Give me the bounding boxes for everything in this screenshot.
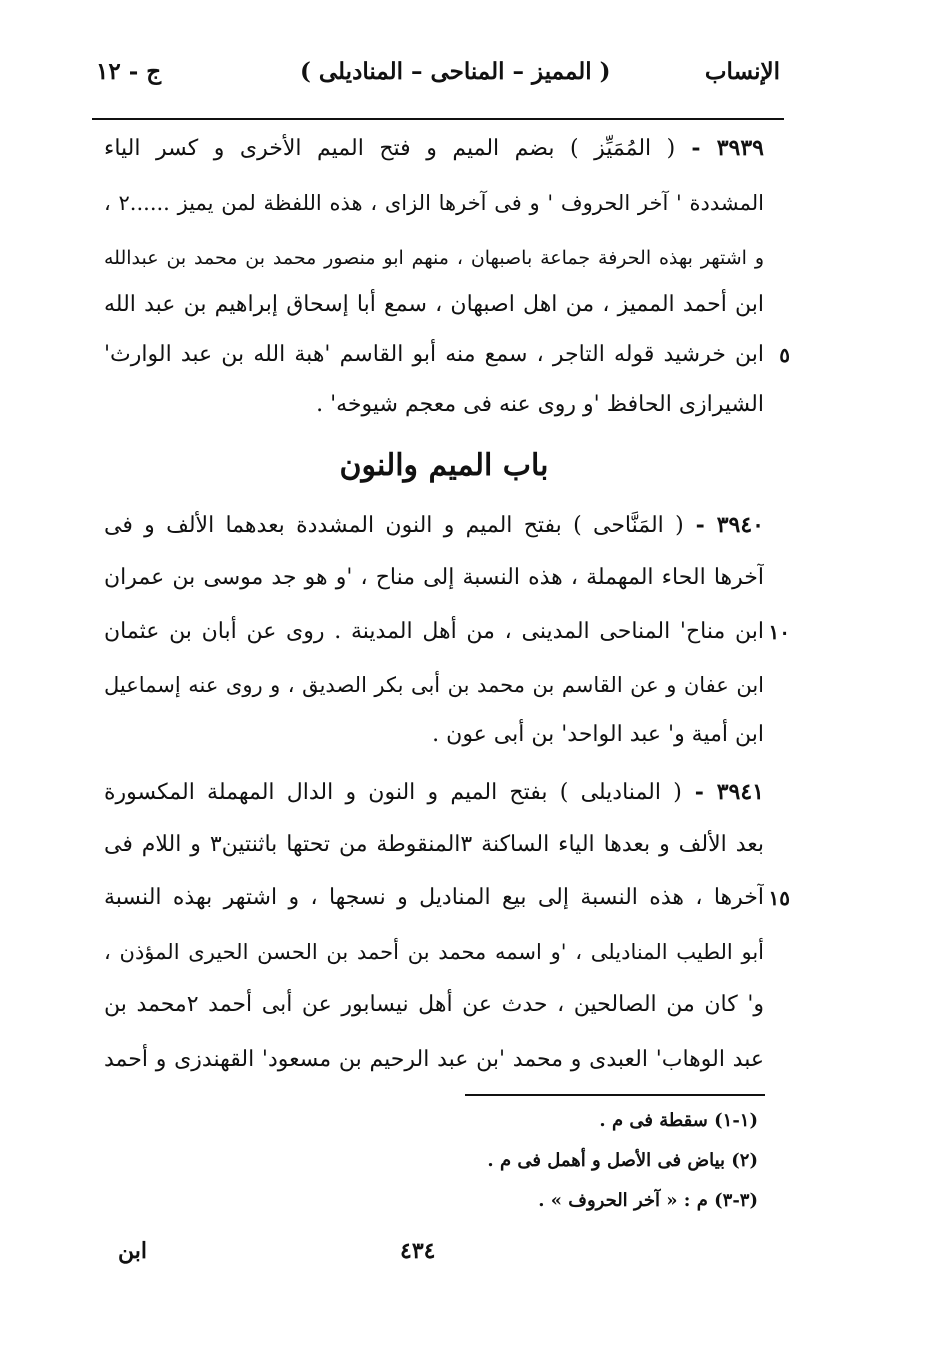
entry-3941-line-1: ٣٩٤١ - ( المناديلى ) بفتح الميم و النون و الدال المهملة المكسورة (104, 779, 764, 805)
entry-3941-line-5: و' كان من الصالحين ، حدث عن أهل نيسابور عن أبى أحمد ٢محمد بن (104, 992, 764, 1017)
entry-3939-line-2: المشددة ' آخر الحروف ' و فى آخرها الزاى ، هذه اللفظة لمن يميز ......٢ ، (104, 191, 764, 215)
footnote-rule (465, 1094, 765, 1096)
line-number: ١٠ (768, 620, 790, 644)
entry-3939-line-3: و اشتهر بهذه الحرفة جماعة باصبهان ، منهم ابو منصور محمد بن محمد بن عبدالله (104, 247, 764, 269)
footnote-1: (١-١) سقطة فى م . (599, 1110, 758, 1131)
entry-number: ٣٩٤١ - (681, 779, 764, 805)
header-rule (92, 118, 784, 120)
entry-3941-line-6: عبد الوهاب' العبدى و محمد 'بن عبد الرحيم بن مسعود' القهندزى و أحمد (104, 1047, 764, 1072)
page-number: ٤٣٤ (400, 1238, 436, 1264)
entry-3940-line-4: ابن عفان و عن القاسم بن محمد بن أبى بكر الصديق ، و روى عنه إسماعيل (104, 673, 764, 697)
entry-3940-line-3: ابن مناح' المناحى المدينى ، من أهل المدينة . روى عن أبان بن عثمان (104, 619, 764, 644)
footnote-2: (٢) بياض فى الأصل و أهمل فى م . (487, 1150, 758, 1171)
entry-3940-line-2: آخرها الحاء المهملة ، هذه النسبة إلى مناح ، 'و هو جد موسى بن عمران (104, 565, 764, 590)
entry-3941-line-4: أبو الطيب المناديلى ، 'و اسمه محمد بن أحمد بن الحسن الحيرى المؤذن ، (104, 940, 764, 964)
entry-3941-line-2: بعد الألف و بعدها الياء الساكنة ٣المنقوطة من تحتها باثنتين٣ و اللام فى (104, 832, 764, 857)
section-title: باب الميم والنون (339, 448, 549, 483)
entry-3939-line-4: ابن أحمد المميز ، من اهل اصبهان ، سمع أبا إسحاق إبراهيم بن عبد الله (104, 292, 764, 317)
entry-number: ٣٩٣٩ - (675, 135, 764, 161)
entry-3939-line-5: ابن خرشيد قوله التاجر ، سمع منه أبو القاسم 'هبة الله بن عبد الوارث' (104, 342, 764, 367)
entry-3939-line-1: ٣٩٣٩ - ( المُمَيِّز ) بضم الميم و فتح الميم الأخرى و كسر الياء (104, 135, 764, 161)
running-header-words: ( المميز – المناحى – المناديلى ) (300, 58, 611, 85)
entry-3940-line-1: ٣٩٤٠ - ( المَنَّاحى ) بفتح الميم و النون المشددة بعدهما الألف و فى (104, 512, 764, 538)
catchword: ابن (118, 1238, 147, 1264)
footnote-3: (٣-٣) م : « آخر الحروف » . (538, 1190, 758, 1211)
entry-3941-line-3: آخرها ، هذه النسبة إلى بيع المناديل و نسجها ، و اشتهر بهذه النسبة (104, 885, 764, 910)
entry-3939-line-6: الشيرازى الحافظ 'و روى عنه فى معجم شيوخه' . (316, 392, 764, 417)
entry-3940-line-5: ابن أمية و' عبد الواحد' بن أبى عون . (432, 722, 764, 747)
running-header-book: الإنساب (704, 58, 780, 85)
running-header-volume: ج - ١٢ (96, 58, 162, 85)
entry-number: ٣٩٤٠ - (683, 512, 764, 538)
line-number: ٥ (779, 343, 790, 367)
line-number: ١٥ (768, 886, 790, 910)
